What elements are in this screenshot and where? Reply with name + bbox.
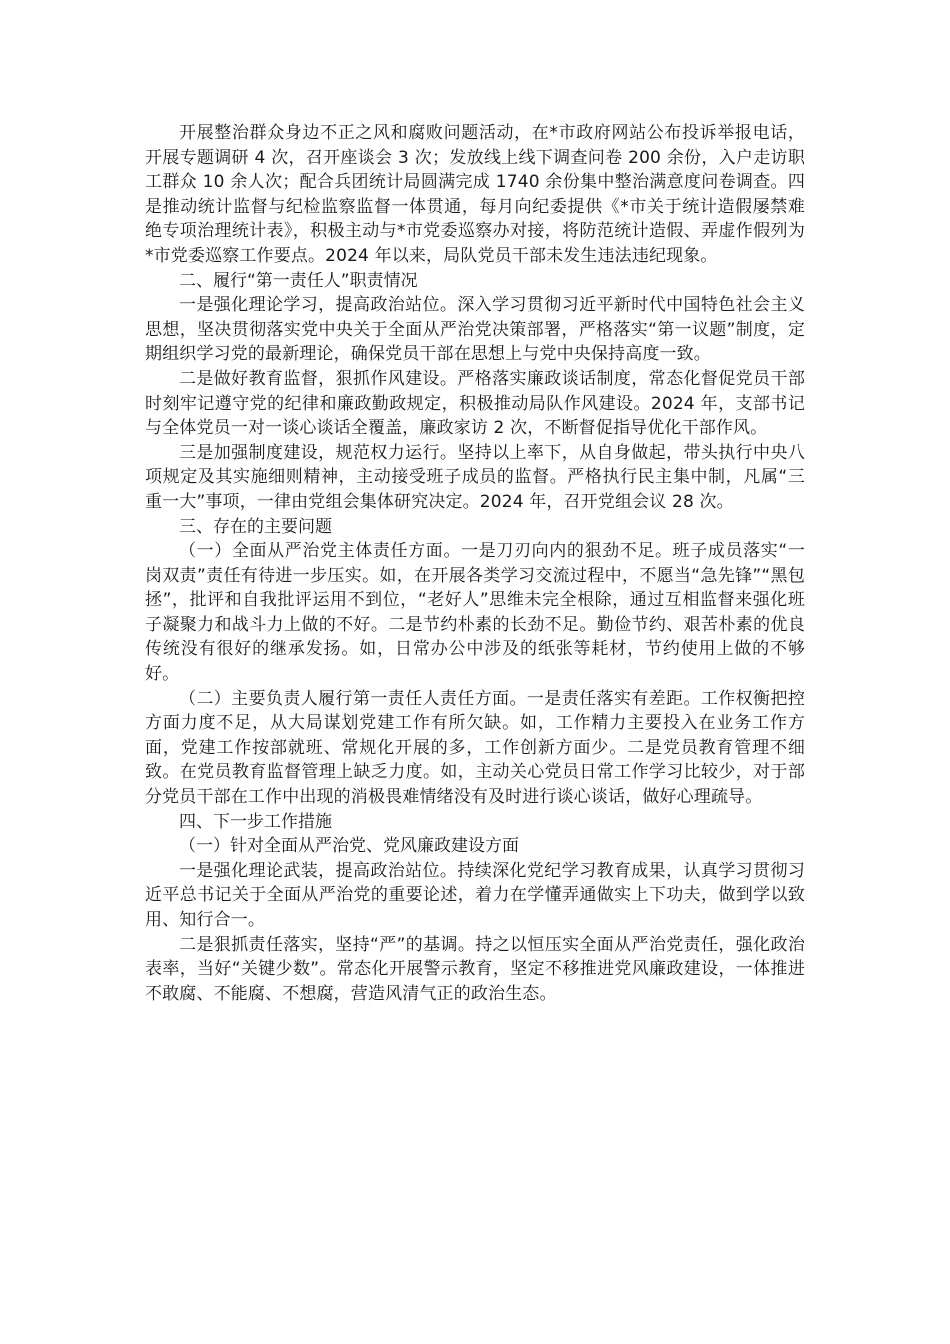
paragraph-problem-one: （一）全面从严治党主体责任方面。一是刀刃向内的狠劲不足。班子成员落实“一岗双责”责任有待进一步压实。如，在开展各类学习交流过程中，不愿当“急先锋”“黑包拯”，批评和自我批评运用不到位，“老好人”思维未完全根除，通过互相监督来强化班子凝聚力和战斗力上做的不好。二是节约朴素的长劲不足。勤俭节约、艰苦朴素的优良传统没有很好的继承发扬。如，日常办公中涉及的纸张等耗材，节约使用上做的不够好。 <box>145 541 805 685</box>
paragraph-theory-arming: 一是强化理论武装，提高政治站位。持续深化党纪学习教育成果，认真学习贯彻习近平总书记关于全面从严治党的重要论述，着力在学懂弄通做实上下功夫，做到学以致用、知行合一。 <box>145 860 805 930</box>
paragraph-theory-study: 一是强化理论学习，提高政治站位。深入学习贯彻习近平新时代中国特色社会主义思想，坚决贯彻落实党中央关于全面从严治党决策部署，严格落实“第一议题”制度，定期组织学习党的最新理论，确保党员干部在思想上与党中央保持高度一致。 <box>145 295 805 365</box>
section-heading-next-steps: 四、下一步工作措施 <box>179 811 332 832</box>
paragraph-education-supervision: 二是做好教育监督，狠抓作风建设。严格落实廉政谈话制度，常态化督促党员干部时刻牢记遵守党的纪律和廉政勤政规定，积极推动局队作风建设。2024 年，支部书记与全体党员一对一谈心谈话全覆盖，廉政家访 2 次，不断督促指导优化干部作风。 <box>145 368 805 439</box>
subheading-party-governance: （一）针对全面从严治党、党风廉政建设方面 <box>179 836 519 857</box>
section-heading-first-responsible: 二、履行“第一责任人”职责情况 <box>179 270 418 291</box>
document-body <box>145 121 805 1006</box>
paragraph-system-construction: 三是加强制度建设，规范权力运行。坚持以上率下，从自身做起，带头执行中央八项规定及其实施细则精神，主动接受班子成员的监督。严格执行民主集中制，凡属“三重一大”事项，一律由党组会集体研究决定。2024 年，召开党组会议 28 次。 <box>145 442 805 512</box>
section-heading-main-problems: 三、存在的主要问题 <box>179 516 332 537</box>
paragraph-problem-two: （二）主要负责人履行第一责任人责任方面。一是责任落实有差距。工作权衡把控方面力度不足，从大局谋划党建工作有所欠缺。如，工作精力主要投入在业务工作方面，党建工作按部就班、常规化开展的多，工作创新方面少。二是党员教育管理不细致。在党员教育监督管理上缺乏力度。如，主动关心党员日常工作学习比较少，对于部分党员干部在工作中出现的消极畏难情绪没有及时进行谈心谈话，做好心理疏导。 <box>145 688 805 808</box>
paragraph-supervision-summary: 开展整治群众身边不正之风和腐败问题活动，在*市政府网站公布投诉举报电话，开展专题调研 4 次，召开座谈会 3 次；发放线上线下调查问卷 200 余份，入户走访职工群众 10 余人次；配合兵团统计局圆满完成 1740 余份集中整治满意度问卷调查。四是推动统计监督与纪检监察监督一体贯通，每月向纪委提供《*市关于统计造假屡禁难绝专项治理统计表》，积极主动与*市党委巡察办对接，将防范统计造假、弄虚作假列为*市党委巡察工作要点。2024 年以来，局队党员干部未发生违法违纪现象。 <box>145 123 805 266</box>
paragraph-responsibility: 二是狠抓责任落实，坚持“严”的基调。持之以恒压实全面从严治党责任，强化政治表率，当好“关键少数”。常态化开展警示教育，坚定不移推进党风廉政建设，一体推进不敢腐、不能腐、不想腐，营造风清气正的政治生态。 <box>145 934 805 1004</box>
